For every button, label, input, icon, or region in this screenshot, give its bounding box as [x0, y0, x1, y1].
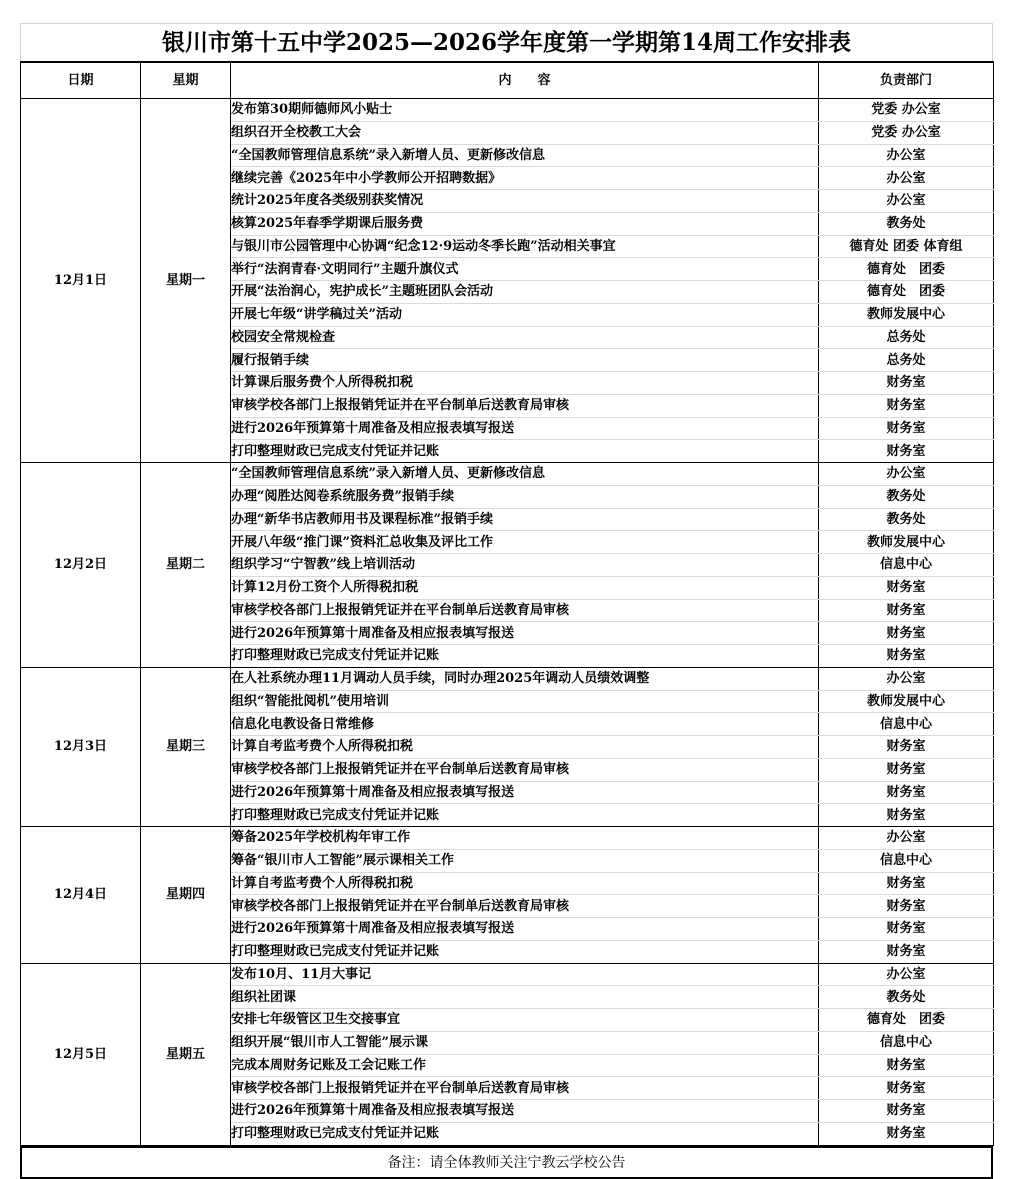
cell-content: 组织“智能批阅机”使用培训: [231, 690, 819, 713]
cell-content: 组织开展“银川市人工智能”展示课: [231, 1031, 819, 1054]
cell-content: 继续完善《2025年中小学教师公开招聘数据》: [231, 167, 819, 190]
cell-department: 教师发展中心: [819, 531, 994, 554]
cell-content: 开展七年级“讲学稿过关”活动: [231, 303, 819, 326]
cell-content: 核算2025年春季学期课后服务费: [231, 212, 819, 235]
column-header-date: 日期: [21, 62, 141, 99]
cell-date: 12月5日: [21, 963, 141, 1145]
cell-content: 办理“新华书店教师用书及课程标准”报销手续: [231, 508, 819, 531]
cell-content: 开展八年级“推门课”资料汇总收集及评比工作: [231, 531, 819, 554]
cell-date: 12月1日: [21, 99, 141, 463]
cell-content: 进行2026年预算第十周准备及相应报表填写报送: [231, 622, 819, 645]
cell-department: 德育处 团委: [819, 1009, 994, 1032]
cell-content: 进行2026年预算第十周准备及相应报表填写报送: [231, 1100, 819, 1123]
cell-content: 统计2025年度各类级别获奖情况: [231, 190, 819, 213]
cell-department: 教师发展中心: [819, 303, 994, 326]
cell-content: 发布第30期师德师风小贴士: [231, 99, 819, 122]
cell-department: 办公室: [819, 667, 994, 690]
cell-content: 在人社系统办理11月调动人员手续，同时办理2025年调动人员绩效调整: [231, 667, 819, 690]
cell-content: 组织召开全校教工大会: [231, 121, 819, 144]
cell-date: 12月2日: [21, 463, 141, 668]
cell-department: 财务室: [819, 372, 994, 395]
cell-department: 财务室: [819, 394, 994, 417]
cell-department: 财务室: [819, 1122, 994, 1145]
cell-content: 信息化电教设备日常维修: [231, 713, 819, 736]
cell-content: 审核学校各部门上报报销凭证并在平台制单后送教育局审核: [231, 1077, 819, 1100]
cell-weekday: 星期五: [141, 963, 231, 1145]
cell-content: 打印整理财政已完成支付凭证并记账: [231, 1122, 819, 1145]
cell-department: 德育处 团委: [819, 281, 994, 304]
cell-content: 校园安全常规检查: [231, 326, 819, 349]
cell-department: 党委 办公室: [819, 99, 994, 122]
cell-department: 财务室: [819, 576, 994, 599]
cell-content: 履行报销手续: [231, 349, 819, 372]
cell-content: 计算自考监考费个人所得税扣税: [231, 872, 819, 895]
cell-department: 财务室: [819, 1100, 994, 1123]
cell-department: 财务室: [819, 1077, 994, 1100]
cell-department: 总务处: [819, 326, 994, 349]
cell-weekday: 星期四: [141, 827, 231, 964]
cell-content: 进行2026年预算第十周准备及相应报表填写报送: [231, 918, 819, 941]
cell-department: 信息中心: [819, 713, 994, 736]
cell-department: 教师发展中心: [819, 690, 994, 713]
cell-content: 开展“法治润心，宪护成长”主题班团队会活动: [231, 281, 819, 304]
cell-department: 信息中心: [819, 1031, 994, 1054]
cell-content: 办理“阅胜达阅卷系统服务费”报销手续: [231, 485, 819, 508]
cell-department: 财务室: [819, 804, 994, 827]
table-row: [21, 99, 994, 122]
cell-content: 计算课后服务费个人所得税扣税: [231, 372, 819, 395]
cell-department: 教务处: [819, 508, 994, 531]
cell-content: 与银川市公园管理中心协调“纪念12·9运动冬季长跑”活动相关事宜: [231, 235, 819, 258]
cell-content: 计算12月份工资个人所得税扣税: [231, 576, 819, 599]
cell-department: 财务室: [819, 645, 994, 668]
cell-department: 财务室: [819, 599, 994, 622]
cell-department: 财务室: [819, 940, 994, 963]
footer-note-bar: [20, 1146, 993, 1179]
cell-department: 财务室: [819, 895, 994, 918]
cell-department: 教务处: [819, 212, 994, 235]
table-row: [21, 667, 994, 690]
cell-department: 教务处: [819, 986, 994, 1009]
cell-content: 计算自考监考费个人所得税扣税: [231, 736, 819, 759]
cell-department: 信息中心: [819, 849, 994, 872]
cell-content: 安排七年级管区卫生交接事宜: [231, 1009, 819, 1032]
footer-note-text: 备注：请全体教师关注宁教云学校公告: [387, 1154, 626, 1171]
weekly-schedule-table: [20, 61, 994, 1146]
document-title-band: [20, 23, 993, 61]
cell-content: 举行“法润青春·文明同行”主题升旗仪式: [231, 258, 819, 281]
table-row: [21, 463, 994, 486]
table-header: [21, 62, 994, 99]
cell-department: 财务室: [819, 758, 994, 781]
cell-department: 财务室: [819, 736, 994, 759]
table-body: [21, 99, 994, 1146]
cell-weekday: 星期一: [141, 99, 231, 463]
cell-content: 发布10月、11月大事记: [231, 963, 819, 986]
cell-department: 信息中心: [819, 554, 994, 577]
cell-department: 财务室: [819, 1054, 994, 1077]
cell-content: 打印整理财政已完成支付凭证并记账: [231, 645, 819, 668]
cell-content: 审核学校各部门上报报销凭证并在平台制单后送教育局审核: [231, 394, 819, 417]
cell-department: 财务室: [819, 440, 994, 463]
cell-content: 审核学校各部门上报报销凭证并在平台制单后送教育局审核: [231, 758, 819, 781]
cell-content: “全国教师管理信息系统”录入新增人员、更新修改信息: [231, 463, 819, 486]
cell-department: 教务处: [819, 485, 994, 508]
cell-content: 进行2026年预算第十周准备及相应报表填写报送: [231, 781, 819, 804]
cell-content: 打印整理财政已完成支付凭证并记账: [231, 440, 819, 463]
cell-weekday: 星期二: [141, 463, 231, 668]
cell-department: 办公室: [819, 144, 994, 167]
page-title: 银川市第十五中学2025—2026学年度第一学期第14周工作安排表: [161, 29, 852, 56]
cell-department: 财务室: [819, 872, 994, 895]
cell-department: 总务处: [819, 349, 994, 372]
cell-content: 筹备2025年学校机构年审工作: [231, 827, 819, 850]
cell-content: 组织社团课: [231, 986, 819, 1009]
cell-department: 财务室: [819, 781, 994, 804]
cell-department: 办公室: [819, 463, 994, 486]
header-row: [21, 62, 994, 99]
column-header-department: 负责部门: [819, 62, 994, 99]
column-header-weekday: 星期: [141, 62, 231, 99]
cell-weekday: 星期三: [141, 667, 231, 826]
cell-content: 筹备“银川市人工智能”展示课相关工作: [231, 849, 819, 872]
cell-content: 打印整理财政已完成支付凭证并记账: [231, 940, 819, 963]
cell-department: 财务室: [819, 417, 994, 440]
cell-date: 12月3日: [21, 667, 141, 826]
cell-department: 办公室: [819, 190, 994, 213]
cell-content: “全国教师管理信息系统”录入新增人员、更新修改信息: [231, 144, 819, 167]
cell-department: 办公室: [819, 963, 994, 986]
cell-content: 进行2026年预算第十周准备及相应报表填写报送: [231, 417, 819, 440]
cell-department: 德育处 团委: [819, 258, 994, 281]
table-row: [21, 827, 994, 850]
cell-content: 组织学习“宁智教”线上培训活动: [231, 554, 819, 577]
cell-department: 党委 办公室: [819, 121, 994, 144]
cell-department: 办公室: [819, 167, 994, 190]
cell-content: 完成本周财务记账及工会记账工作: [231, 1054, 819, 1077]
cell-content: 审核学校各部门上报报销凭证并在平台制单后送教育局审核: [231, 599, 819, 622]
cell-content: 打印整理财政已完成支付凭证并记账: [231, 804, 819, 827]
cell-department: 财务室: [819, 622, 994, 645]
table-row: [21, 963, 994, 986]
cell-department: 德育处 团委 体育组: [819, 235, 994, 258]
column-header-content: 内 容: [231, 62, 819, 99]
cell-department: 财务室: [819, 918, 994, 941]
cell-department: 办公室: [819, 827, 994, 850]
cell-date: 12月4日: [21, 827, 141, 964]
cell-content: 审核学校各部门上报报销凭证并在平台制单后送教育局审核: [231, 895, 819, 918]
